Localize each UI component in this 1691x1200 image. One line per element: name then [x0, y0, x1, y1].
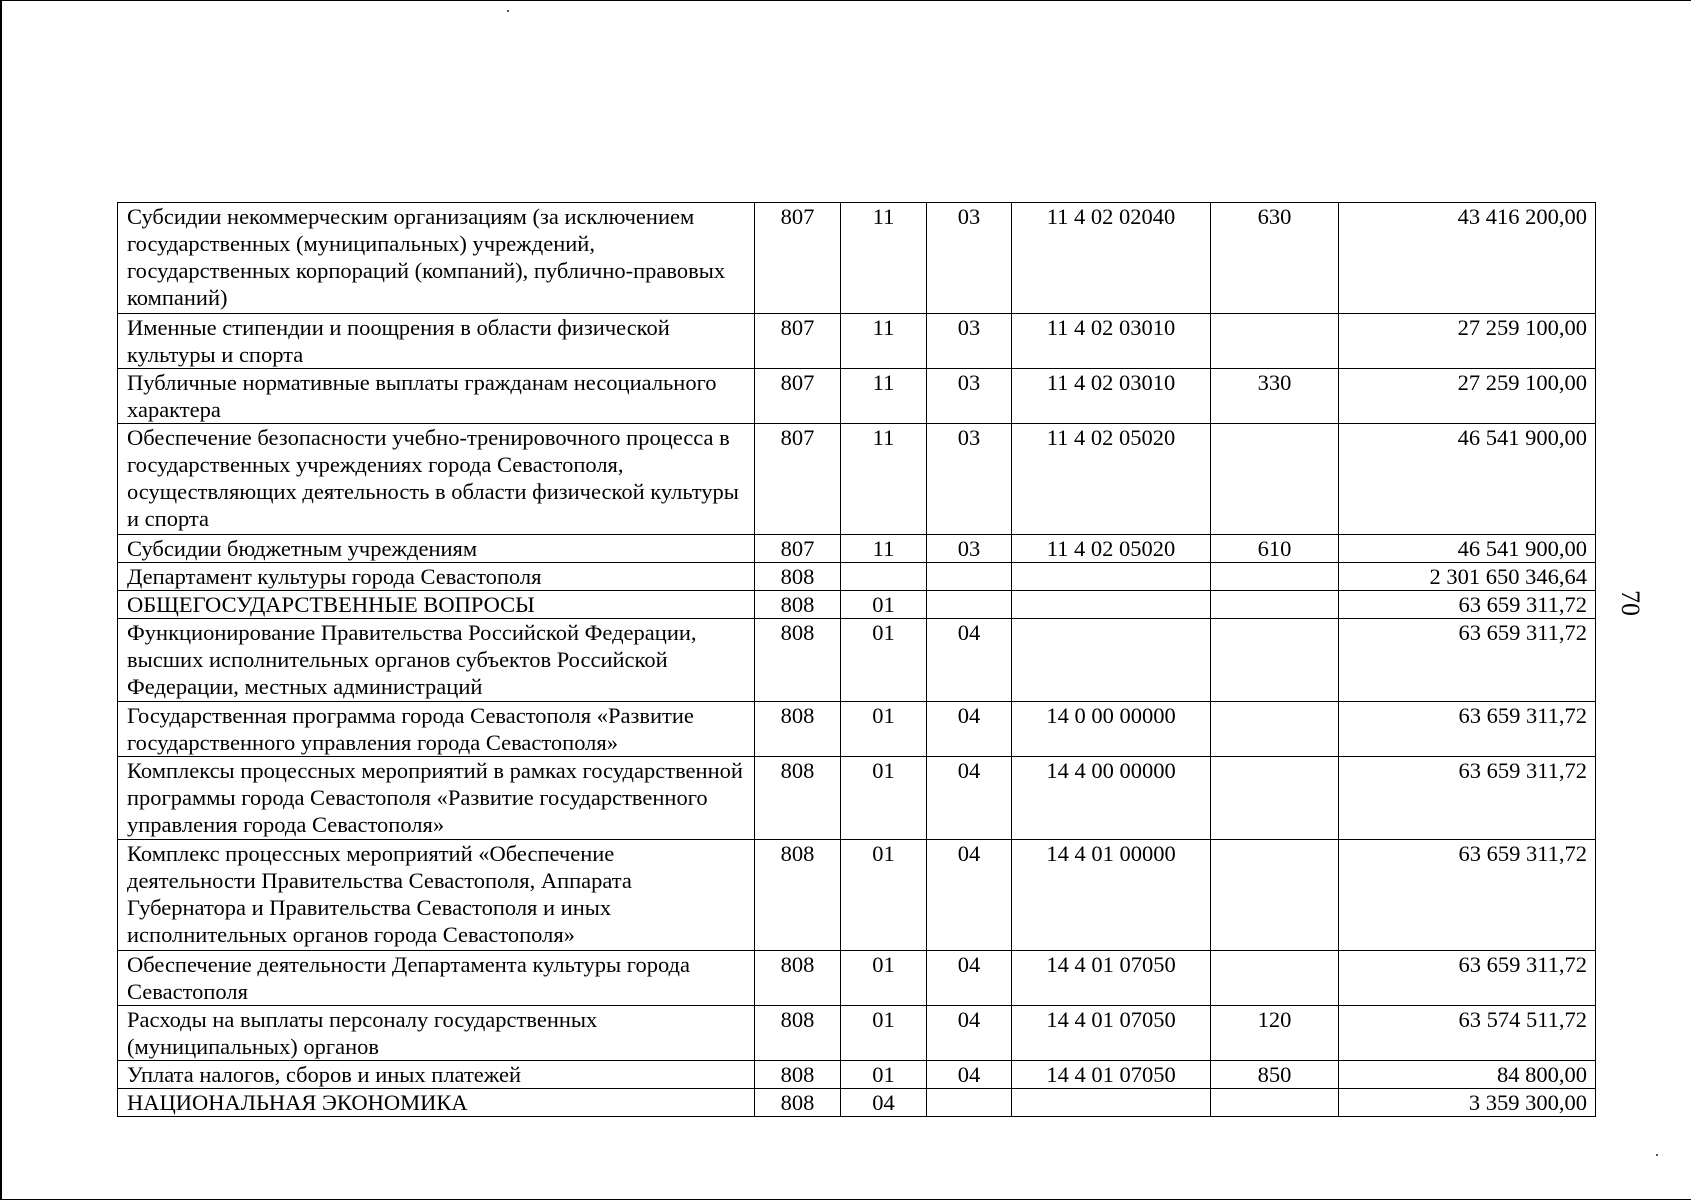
expense-name-cell: Публичные нормативные выплаты гражданам несоциального характера [118, 369, 755, 424]
target-item-code-cell [1012, 563, 1211, 591]
expense-type-code-cell [1211, 702, 1339, 757]
section-code-cell: 01 [841, 840, 927, 951]
ministry-code-cell: 808 [755, 702, 841, 757]
expense-name-cell: Субсидии некоммерческим организациям (за исключением государственных (муниципальных) учреждений, государственных корпораций (компаний), публично-правовых компаний) [118, 203, 755, 314]
target-item-code-cell: 11 4 02 03010 [1012, 369, 1211, 424]
amount-cell: 27 259 100,00 [1339, 369, 1596, 424]
section-code-cell: 01 [841, 1006, 927, 1061]
target-item-code-cell [1012, 1089, 1211, 1117]
expense-name-cell: НАЦИОНАЛЬНАЯ ЭКОНОМИКА [118, 1089, 755, 1117]
amount-cell: 63 659 311,72 [1339, 951, 1596, 1006]
amount-cell: 63 659 311,72 [1339, 619, 1596, 702]
ministry-code-cell: 808 [755, 840, 841, 951]
subsection-code-cell: 04 [927, 619, 1012, 702]
subsection-code-cell: 04 [927, 1006, 1012, 1061]
expense-type-code-cell: 850 [1211, 1061, 1339, 1089]
subsection-code-cell: 04 [927, 951, 1012, 1006]
table-row [118, 840, 1596, 951]
amount-cell: 63 659 311,72 [1339, 702, 1596, 757]
table-row [118, 424, 1596, 535]
ministry-code-cell: 807 [755, 369, 841, 424]
target-item-code-cell: 14 4 00 00000 [1012, 757, 1211, 840]
target-item-code-cell: 14 4 01 07050 [1012, 1061, 1211, 1089]
section-code-cell: 11 [841, 314, 927, 369]
budget-table [117, 202, 1596, 1117]
subsection-code-cell [927, 1089, 1012, 1117]
section-code-cell: 01 [841, 702, 927, 757]
expense-type-code-cell: 630 [1211, 203, 1339, 314]
expense-type-code-cell [1211, 757, 1339, 840]
expense-name-cell: Обеспечение деятельности Департамента культуры города Севастополя [118, 951, 755, 1006]
subsection-code-cell: 03 [927, 203, 1012, 314]
expense-name-cell: Субсидии бюджетным учреждениям [118, 535, 755, 563]
subsection-code-cell [927, 591, 1012, 619]
section-code-cell: 01 [841, 951, 927, 1006]
table-row [118, 203, 1596, 314]
subsection-code-cell: 04 [927, 757, 1012, 840]
target-item-code-cell: 14 4 01 07050 [1012, 1006, 1211, 1061]
section-code-cell: 11 [841, 535, 927, 563]
amount-cell: 63 574 511,72 [1339, 1006, 1596, 1061]
section-code-cell: 04 [841, 1089, 927, 1117]
target-item-code-cell: 14 0 00 00000 [1012, 702, 1211, 757]
table-row [118, 1006, 1596, 1061]
expense-type-code-cell [1211, 591, 1339, 619]
scan-speck [507, 10, 509, 12]
scan-speck [1656, 1154, 1658, 1156]
expense-name-cell: Государственная программа города Севастополя «Развитие государственного управления города Севастополя» [118, 702, 755, 757]
expense-name-cell: Функционирование Правительства Российской Федерации, высших исполнительных органов субъектов Российской Федерации, местных администраций [118, 619, 755, 702]
expense-name-cell: Департамент культуры города Севастополя [118, 563, 755, 591]
amount-cell: 27 259 100,00 [1339, 314, 1596, 369]
section-code-cell: 01 [841, 757, 927, 840]
amount-cell: 63 659 311,72 [1339, 591, 1596, 619]
table-row [118, 369, 1596, 424]
ministry-code-cell: 808 [755, 1089, 841, 1117]
ministry-code-cell: 807 [755, 314, 841, 369]
ministry-code-cell: 807 [755, 535, 841, 563]
expense-type-code-cell: 330 [1211, 369, 1339, 424]
table-row [118, 757, 1596, 840]
ministry-code-cell: 808 [755, 1006, 841, 1061]
table-row [118, 951, 1596, 1006]
expense-name-cell: Уплата налогов, сборов и иных платежей [118, 1061, 755, 1089]
subsection-code-cell: 03 [927, 314, 1012, 369]
amount-cell: 43 416 200,00 [1339, 203, 1596, 314]
target-item-code-cell: 11 4 02 02040 [1012, 203, 1211, 314]
table-row [118, 563, 1596, 591]
expense-name-cell: Комплексы процессных мероприятий в рамках государственной программы города Севастополя «Развитие государственного управления города Севастополя» [118, 757, 755, 840]
ministry-code-cell: 807 [755, 203, 841, 314]
target-item-code-cell: 11 4 02 05020 [1012, 424, 1211, 535]
amount-cell: 84 800,00 [1339, 1061, 1596, 1089]
table-row [118, 1061, 1596, 1089]
section-code-cell: 01 [841, 619, 927, 702]
expense-type-code-cell: 610 [1211, 535, 1339, 563]
table-row [118, 619, 1596, 702]
expense-type-code-cell [1211, 840, 1339, 951]
expense-name-cell: Расходы на выплаты персоналу государственных (муниципальных) органов [118, 1006, 755, 1061]
table-row [118, 314, 1596, 369]
ministry-code-cell: 808 [755, 591, 841, 619]
subsection-code-cell [927, 563, 1012, 591]
table-row [118, 591, 1596, 619]
expense-type-code-cell [1211, 314, 1339, 369]
target-item-code-cell: 11 4 02 03010 [1012, 314, 1211, 369]
subsection-code-cell: 04 [927, 1061, 1012, 1089]
subsection-code-cell: 03 [927, 535, 1012, 563]
subsection-code-cell: 03 [927, 369, 1012, 424]
section-code-cell: 01 [841, 1061, 927, 1089]
section-code-cell: 01 [841, 591, 927, 619]
amount-cell: 46 541 900,00 [1339, 424, 1596, 535]
expense-name-cell: ОБЩЕГОСУДАРСТВЕННЫЕ ВОПРОСЫ [118, 591, 755, 619]
section-code-cell: 11 [841, 424, 927, 535]
expense-name-cell: Комплекс процессных мероприятий «Обеспечение деятельности Правительства Севастополя, Аппарата Губернатора и Правительства Севастополя и иных исполнительных органов города Севастополя» [118, 840, 755, 951]
expense-type-code-cell [1211, 951, 1339, 1006]
expense-type-code-cell: 120 [1211, 1006, 1339, 1061]
ministry-code-cell: 808 [755, 1061, 841, 1089]
table-row [118, 1089, 1596, 1117]
amount-cell: 3 359 300,00 [1339, 1089, 1596, 1117]
target-item-code-cell: 14 4 01 00000 [1012, 840, 1211, 951]
amount-cell: 63 659 311,72 [1339, 757, 1596, 840]
expense-type-code-cell [1211, 1089, 1339, 1117]
page-number: 70 [1616, 590, 1645, 616]
ministry-code-cell: 808 [755, 757, 841, 840]
table-body [118, 203, 1596, 1117]
ministry-code-cell: 808 [755, 619, 841, 702]
ministry-code-cell: 807 [755, 424, 841, 535]
ministry-code-cell: 808 [755, 951, 841, 1006]
section-code-cell [841, 563, 927, 591]
expense-type-code-cell [1211, 424, 1339, 535]
target-item-code-cell [1012, 619, 1211, 702]
amount-cell: 2 301 650 346,64 [1339, 563, 1596, 591]
target-item-code-cell [1012, 591, 1211, 619]
expense-type-code-cell [1211, 563, 1339, 591]
section-code-cell: 11 [841, 369, 927, 424]
ministry-code-cell: 808 [755, 563, 841, 591]
table-row [118, 535, 1596, 563]
target-item-code-cell: 14 4 01 07050 [1012, 951, 1211, 1006]
target-item-code-cell: 11 4 02 05020 [1012, 535, 1211, 563]
amount-cell: 63 659 311,72 [1339, 840, 1596, 951]
subsection-code-cell: 04 [927, 702, 1012, 757]
section-code-cell: 11 [841, 203, 927, 314]
subsection-code-cell: 04 [927, 840, 1012, 951]
table-row [118, 702, 1596, 757]
expense-name-cell: Именные стипендии и поощрения в области физической культуры и спорта [118, 314, 755, 369]
expense-type-code-cell [1211, 619, 1339, 702]
expense-name-cell: Обеспечение безопасности учебно-тренировочного процесса в государственных учреждениях города Севастополя, осуществляющих деятельность в области физической культуры и спорта [118, 424, 755, 535]
amount-cell: 46 541 900,00 [1339, 535, 1596, 563]
subsection-code-cell: 03 [927, 424, 1012, 535]
